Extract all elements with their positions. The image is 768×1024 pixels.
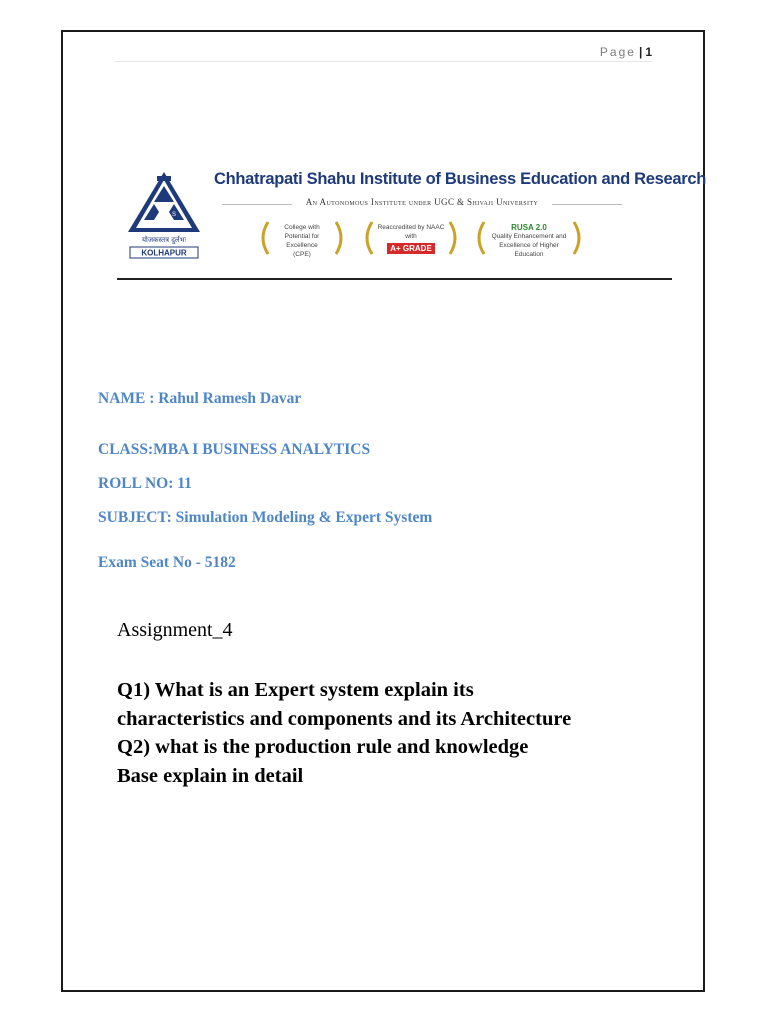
laurel-left-icon [362, 220, 374, 256]
letterhead-divider [117, 278, 672, 280]
laurel-right-icon [572, 220, 584, 256]
cpe-line-1: College with [284, 224, 320, 231]
question-line: Q1) What is an Expert system explain its [117, 679, 474, 701]
institute-subtitle [222, 197, 622, 211]
svg-text:S: S [172, 212, 177, 218]
assignment-title: Assignment_4 [117, 619, 233, 641]
page-label: Page [599, 45, 636, 59]
naac-grade: A+ GRADE [387, 243, 435, 254]
questions-block [117, 676, 677, 790]
cpe-badge [258, 218, 346, 258]
naac-badge [362, 218, 460, 258]
cpe-line-3: (CPE) [293, 251, 311, 258]
institute-logo [124, 168, 204, 260]
page-number: 1 [645, 45, 652, 59]
student-name: NAME : Rahul Ramesh Davar [98, 390, 302, 407]
laurel-left-icon [474, 220, 486, 256]
laurel-right-icon [448, 220, 460, 256]
naac-line-1: Reaccredited by NAAC with [377, 224, 445, 240]
logo-motto: योजकस्तत्र दुर्लभः [141, 236, 187, 244]
question-line: characteristics and components and its Architecture [117, 707, 572, 730]
page-separator: | [638, 45, 643, 59]
laurel-left-icon [258, 220, 270, 256]
logo-city: KOLHAPUR [141, 248, 187, 258]
rusa-heading: RUSA 2.0 [511, 223, 547, 232]
exam-seat: Exam Seat No - 5182 [98, 554, 236, 571]
student-subject: SUBJECT: Simulation Modeling & Expert System [98, 509, 433, 526]
student-class: CLASS:MBA I BUSINESS ANALYTICS [98, 441, 371, 458]
page-header [115, 45, 652, 62]
rusa-line-2: Excellence of Higher Education [499, 242, 559, 258]
institute-subtitle-text: An Autonomous Institute under UGC & Shivaji University [302, 197, 542, 207]
rusa-badge [474, 218, 584, 258]
rusa-line-1: Quality Enhancement and [491, 233, 567, 240]
laurel-right-icon [334, 220, 346, 256]
cpe-line-2: Potential for Excellence [284, 233, 320, 249]
student-roll: ROLL NO: 11 [98, 475, 192, 492]
question-line: Q2) what is the production rule and knowledge [117, 736, 529, 758]
question-line: Base explain in detail [117, 764, 304, 787]
svg-text:C: C [159, 212, 164, 218]
institute-name: Chhatrapati Shahu Institute of Business Education and Research [214, 170, 707, 188]
